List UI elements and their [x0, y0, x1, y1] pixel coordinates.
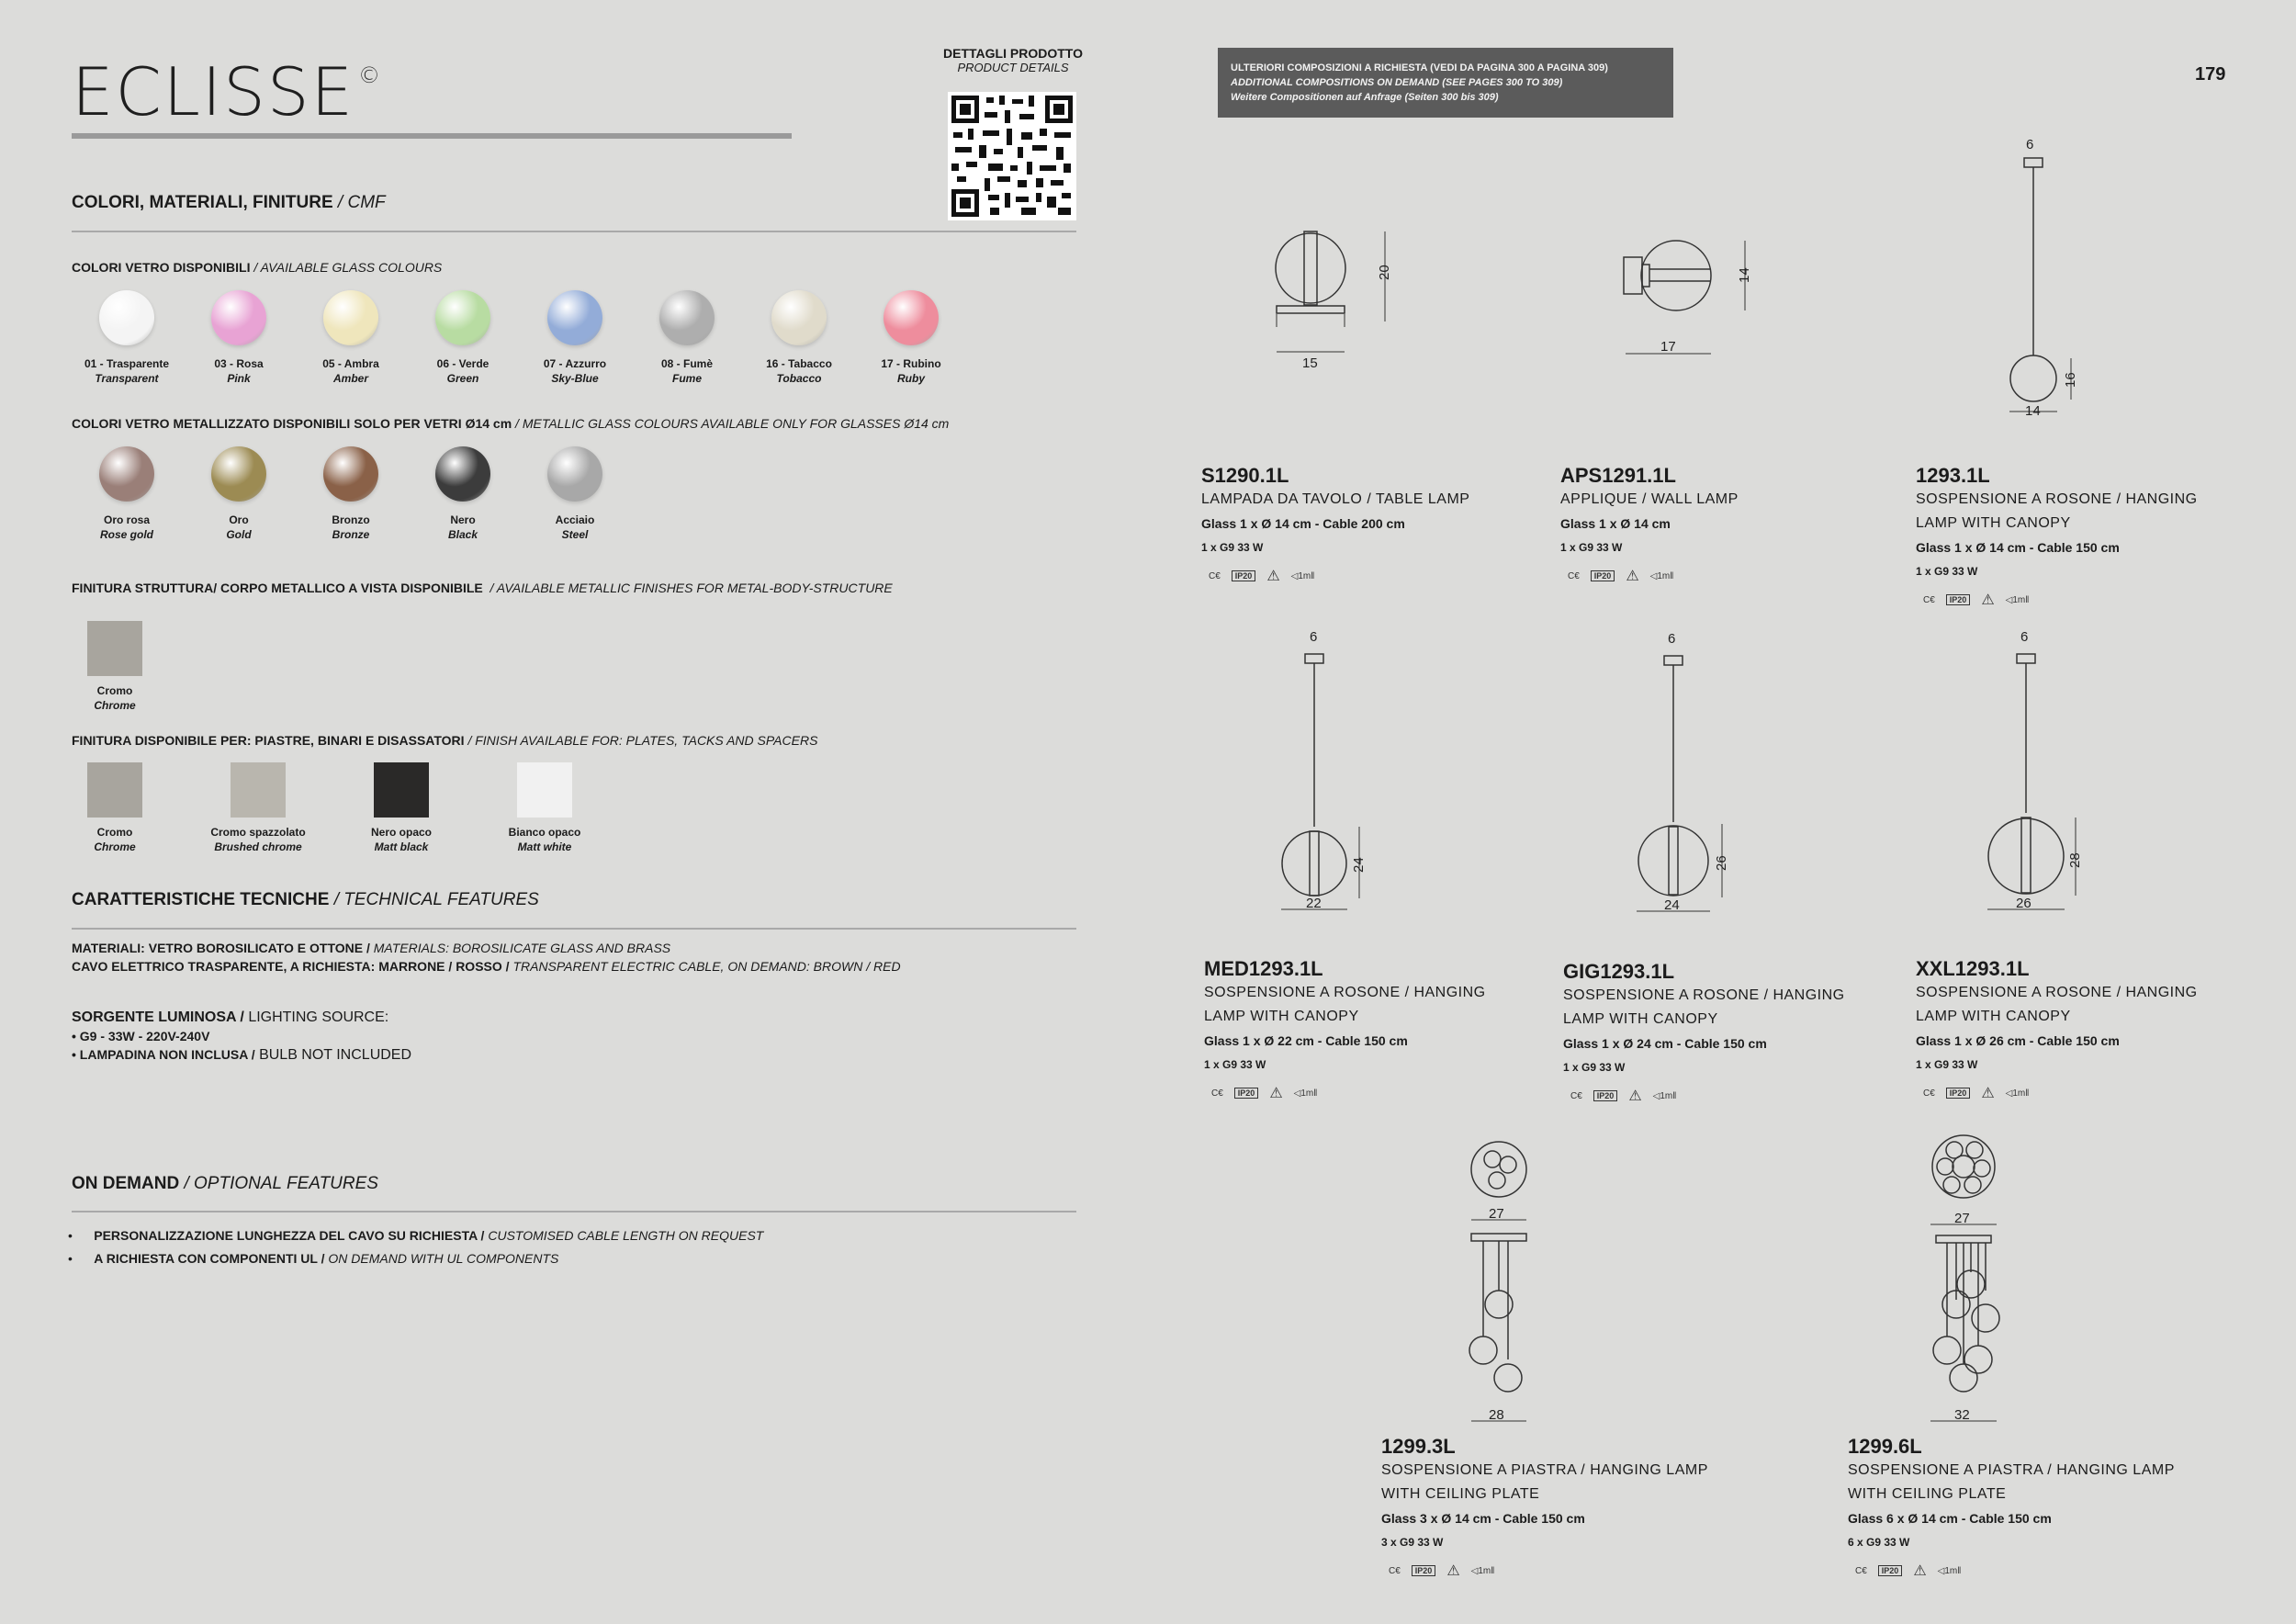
plates-heading: FINITURA DISPONIBILE PER: PIASTRE, BINARI E DISASSATORI / FINISH AVAILABLE FOR: PLATES, TACKS AND SPACERS: [72, 733, 818, 748]
product-code: GIG1293.1L: [1563, 960, 1675, 983]
product-1299-3: [1381, 1435, 1708, 1580]
ip20-icon: IP20: [1234, 1088, 1259, 1099]
certification-icons: [1855, 1562, 2175, 1580]
product-type: SOSPENSIONE A ROSONE / HANGING: [1916, 491, 2198, 507]
metal-glass-list: [72, 446, 630, 543]
certification-icons: [1211, 1084, 1486, 1102]
finish-swatch: [490, 762, 600, 855]
cmf-rule: [72, 231, 1076, 232]
swatch-label-en: Sky-Blue: [551, 372, 599, 385]
ip20-icon: IP20: [1946, 1088, 1971, 1099]
swatch-label: Oro rosa: [103, 513, 150, 526]
dim-label: 24: [1664, 897, 1680, 913]
ce-mark-icon: C€: [1568, 570, 1580, 581]
dim-label: 14: [2025, 403, 2041, 419]
glass-sphere: [99, 446, 154, 502]
ce-mark-icon: C€: [1211, 1088, 1223, 1099]
finish-swatch: [60, 621, 170, 714]
product-code: 1299.3L: [1381, 1435, 1456, 1458]
finish-square: [87, 762, 142, 818]
colour-swatch: [296, 290, 406, 387]
product-spec: Glass 3 x Ø 14 cm - Cable 150 cm: [1381, 1511, 1585, 1526]
swatch-label: Oro: [229, 513, 249, 526]
product-bulb: 1 x G9 33 W: [1201, 541, 1264, 554]
dim-label: 26: [1714, 855, 1729, 871]
distance-icon: ◁1m‖: [1652, 1090, 1677, 1101]
swatch-label-en: Transparent: [95, 372, 159, 385]
dim-label: 27: [1489, 1206, 1504, 1222]
product-type: SOSPENSIONE A PIASTRA / HANGING LAMP: [1381, 1462, 1708, 1478]
colour-swatch: [520, 290, 630, 387]
product-code: MED1293.1L: [1204, 957, 1323, 980]
glass-sphere: [323, 446, 378, 502]
product-spec: Glass 6 x Ø 14 cm - Cable 150 cm: [1848, 1511, 2052, 1526]
pendant-gig-drawing: [1637, 656, 1722, 911]
swatch-label-en: Green: [446, 372, 479, 385]
finish-square: [517, 762, 572, 818]
product-type: LAMPADA DA TAVOLO / TABLE LAMP: [1201, 491, 1470, 507]
product-xxl1293: [1916, 957, 2198, 1102]
swatch-label-en: Bronze: [332, 528, 370, 541]
warning-icon: ⚠: [1981, 1086, 1995, 1101]
structure-heading: FINITURA STRUTTURA/ CORPO METALLICO A VISTA DISPONIBILE / AVAILABLE METALLIC FINISHES FOR METAL-BODY-STRUCTURE: [72, 581, 893, 595]
glass-colours-heading: COLORI VETRO DISPONIBILI / AVAILABLE GLASS COLOURS: [72, 260, 443, 275]
pendant-xxl-drawing: [1987, 654, 2076, 909]
certification-icons: [1923, 591, 2198, 609]
swatch-label-en: Chrome: [94, 840, 136, 853]
glass-sphere: [547, 446, 602, 502]
wall-lamp-drawing: [1624, 241, 1745, 354]
swatch-label-en: Rose gold: [99, 528, 153, 541]
product-type: SOSPENSIONE A ROSONE / HANGING: [1204, 985, 1486, 1000]
ce-mark-icon: C€: [1923, 594, 1935, 605]
dim-label: 22: [1306, 896, 1322, 911]
finish-swatch: [346, 762, 456, 855]
glass-sphere: [435, 290, 490, 345]
compositions-banner: ULTERIORI COMPOSIZIONI A RICHIESTA (VEDI DA PAGINA 300 A PAGINA 309) ADDITIONAL COMPOSITIONS ON DEMAND (SEE PAGES 300 TO 309) Weitere Compositionen auf Anfrage (Seiten 300 bis 309): [1218, 48, 1673, 118]
warning-icon: ⚠: [1626, 569, 1639, 584]
product-s1290: [1201, 464, 1469, 585]
swatch-label: Cromo spazzolato: [210, 826, 306, 839]
plates-finish-list: [60, 762, 600, 855]
swatch-label: Cromo: [96, 684, 133, 697]
product-details: DETTAGLI PRODOTTO PRODUCT DETAILS: [943, 46, 1083, 74]
swatch-label-en: Brushed chrome: [214, 840, 302, 853]
product-type-2: LAMP WITH CANOPY: [1916, 515, 2071, 531]
product-code: 1299.6L: [1848, 1435, 1922, 1458]
distance-icon: ◁1m‖: [2005, 594, 2030, 605]
glass-sphere: [211, 446, 266, 502]
swatch-label: 03 - Rosa: [214, 357, 264, 370]
product-type-2: LAMP WITH CANOPY: [1563, 1011, 1718, 1027]
tech-heading: CARATTERISTICHE TECNICHE / TECHNICAL FEATURES: [72, 890, 539, 909]
list-item: • A RICHIESTA CON COMPONENTI UL / ON DEMAND WITH UL COMPONENTS: [68, 1251, 559, 1266]
product-spec: Glass 1 x Ø 22 cm - Cable 150 cm: [1204, 1033, 1408, 1048]
glass-sphere: [659, 290, 715, 345]
certification-icons: [1570, 1087, 1845, 1105]
product-bulb: 6 x G9 33 W: [1848, 1536, 1910, 1549]
product-code: 1293.1L: [1916, 464, 1990, 487]
swatch-label: Bronzo: [332, 513, 370, 526]
swatch-label: 16 - Tabacco: [766, 357, 832, 370]
product-spec: Glass 1 x Ø 14 cm: [1560, 516, 1671, 531]
pendant-1293-drawing: [2009, 158, 2071, 412]
finish-square: [374, 762, 429, 818]
swatch-label-en: Gold: [226, 528, 252, 541]
dim-label: 24: [1351, 857, 1367, 873]
product-type: APPLIQUE / WALL LAMP: [1560, 491, 1739, 507]
swatch-label-en: Matt black: [374, 840, 429, 853]
swatch-label: Cromo: [96, 826, 133, 839]
dim-label: 15: [1302, 355, 1318, 371]
glass-sphere: [771, 290, 827, 345]
dim-label: 27: [1954, 1211, 1970, 1226]
dim-label: 6: [1668, 631, 1676, 647]
structure-finish-list: [60, 621, 170, 714]
colour-swatch: [744, 290, 854, 387]
pendant-med-drawing: [1281, 654, 1359, 909]
pendant-1299-6-drawing: [1930, 1135, 1999, 1421]
brand-title: ECLISSE ©: [72, 53, 383, 130]
certification-icons: [1389, 1562, 1708, 1580]
warning-icon: ⚠: [1266, 569, 1280, 584]
swatch-label: Nero: [450, 513, 476, 526]
distance-icon: ◁1m‖: [1293, 1088, 1318, 1099]
product-bulb: 1 x G9 33 W: [1563, 1061, 1626, 1074]
swatch-label-en: Matt white: [517, 840, 572, 853]
colour-swatch: [408, 446, 518, 543]
distance-icon: ◁1m‖: [1649, 570, 1674, 581]
ce-mark-icon: C€: [1209, 570, 1221, 581]
dim-label: 28: [1489, 1407, 1504, 1423]
product-type-2: WITH CEILING PLATE: [1381, 1486, 1540, 1502]
swatch-label: 07 - Azzurro: [543, 357, 607, 370]
colour-swatch: [632, 290, 742, 387]
swatch-label: 01 - Trasparente: [84, 357, 170, 370]
glass-sphere: [211, 290, 266, 345]
product-bulb: 1 x G9 33 W: [1916, 565, 1978, 578]
dim-label: 17: [1660, 339, 1676, 355]
product-1293: [1916, 464, 2198, 609]
swatch-label: 06 - Verde: [436, 357, 490, 370]
page-number: 179: [2195, 64, 2226, 85]
distance-icon: ◁1m‖: [1290, 570, 1315, 581]
product-type: SOSPENSIONE A ROSONE / HANGING: [1563, 987, 1845, 1003]
product-type-2: LAMP WITH CANOPY: [1916, 1009, 2071, 1024]
product-type-2: WITH CEILING PLATE: [1848, 1486, 2007, 1502]
warning-icon: ⚠: [1446, 1563, 1460, 1579]
table-lamp-drawing: [1276, 231, 1385, 352]
product-bulb: 1 x G9 33 W: [1916, 1058, 1978, 1071]
product-code: APS1291.1L: [1560, 464, 1676, 487]
glass-sphere: [323, 290, 378, 345]
colour-swatch: [408, 290, 518, 387]
product-aps1291: [1560, 464, 1739, 585]
colour-swatch: [856, 290, 966, 387]
dim-label: 16: [2063, 372, 2078, 388]
metal-glass-heading: COLORI VETRO METALLIZZATO DISPONIBILI SOLO PER VETRI Ø14 cm / METALLIC GLASS COLOURS AVAILABLE ONLY FOR GLASSES Ø14 cm: [72, 416, 950, 431]
swatch-label-en: Tobacco: [776, 372, 822, 385]
finish-square: [231, 762, 286, 818]
product-type: SOSPENSIONE A PIASTRA / HANGING LAMP: [1848, 1462, 2175, 1478]
product-spec: Glass 1 x Ø 14 cm - Cable 200 cm: [1201, 516, 1405, 531]
ip20-icon: IP20: [1593, 1090, 1618, 1101]
distance-icon: ◁1m‖: [2005, 1088, 2030, 1099]
swatch-label: Bianco opaco: [508, 826, 581, 839]
glass-sphere: [884, 290, 939, 345]
swatch-label-en: Chrome: [94, 699, 136, 712]
swatch-label-en: Amber: [332, 372, 368, 385]
finish-square: [87, 621, 142, 676]
finish-swatch: [60, 762, 170, 855]
product-gig1293: [1563, 960, 1845, 1105]
swatch-label: 17 - Rubino: [881, 357, 941, 370]
product-spec: Glass 1 x Ø 24 cm - Cable 150 cm: [1563, 1036, 1767, 1051]
dim-label: 32: [1954, 1407, 1970, 1423]
finish-swatch: [203, 762, 313, 855]
colour-swatch: [520, 446, 630, 543]
ip20-icon: IP20: [1878, 1565, 1903, 1576]
certification-icons: [1923, 1084, 2198, 1102]
ondemand-rule: [72, 1211, 1076, 1212]
qr-code[interactable]: [948, 92, 1076, 220]
dim-label: 6: [2020, 629, 2029, 645]
dim-label: 6: [2026, 137, 2034, 152]
brand-rule: [72, 133, 792, 139]
ip20-icon: IP20: [1946, 594, 1971, 605]
product-bulb: 3 x G9 33 W: [1381, 1536, 1444, 1549]
ce-mark-icon: C€: [1389, 1565, 1401, 1576]
tech-rule: [72, 928, 1076, 930]
certification-icons: [1209, 567, 1469, 585]
dim-label: 26: [2016, 896, 2032, 911]
ondemand-list: [68, 1224, 763, 1270]
colour-swatch: [184, 290, 294, 387]
ondemand-heading: ON DEMAND / OPTIONAL FEATURES: [72, 1174, 378, 1193]
list-item: • PERSONALIZZAZIONE LUNGHEZZA DEL CAVO SU RICHIESTA / CUSTOMISED CABLE LENGTH ON REQUEST: [68, 1228, 764, 1243]
colour-swatch: [296, 446, 406, 543]
tech-materials: MATERIALI: VETRO BOROSILICATO E OTTONE / MATERIALS: BOROSILICATE GLASS AND BRASS CAVO ELETTRICO TRASPARENTE, A RICHIESTA: MARRONE / ROSSO / TRANSPARENT ELECTRIC CABLE, ON DEMAND: BROWN / RED: [72, 941, 901, 974]
product-spec: Glass 1 x Ø 26 cm - Cable 150 cm: [1916, 1033, 2120, 1048]
dim-label: 20: [1377, 265, 1392, 280]
product-bulb: 1 x G9 33 W: [1560, 541, 1623, 554]
ce-mark-icon: C€: [1855, 1565, 1867, 1576]
dim-label: 14: [1737, 267, 1752, 283]
ip20-icon: IP20: [1412, 1565, 1436, 1576]
colour-swatch: [72, 446, 182, 543]
technical-drawings: [1185, 129, 2287, 1433]
swatch-label-en: Black: [447, 528, 478, 541]
warning-icon: ⚠: [1628, 1088, 1642, 1104]
product-type: SOSPENSIONE A ROSONE / HANGING: [1916, 985, 2198, 1000]
product-bulb: 1 x G9 33 W: [1204, 1058, 1266, 1071]
ip20-icon: IP20: [1232, 570, 1256, 581]
distance-icon: ◁1m‖: [1937, 1565, 1962, 1576]
swatch-label-en: Pink: [227, 372, 251, 385]
swatch-label-en: Steel: [561, 528, 589, 541]
warning-icon: ⚠: [1269, 1086, 1283, 1101]
glass-sphere: [547, 290, 602, 345]
product-type-2: LAMP WITH CANOPY: [1204, 1009, 1359, 1024]
dim-label: 28: [2067, 852, 2083, 868]
colour-swatch: [184, 446, 294, 543]
tech-lighting-source: SORGENTE LUMINOSA / LIGHTING SOURCE: • G9 - 33W - 220V-240V • LAMPADINA NON INCLUSA / BULB NOT INCLUDED: [72, 1009, 412, 1063]
product-spec: Glass 1 x Ø 14 cm - Cable 150 cm: [1916, 540, 2120, 555]
cmf-heading: COLORI, MATERIALI, FINITURE / CMF: [72, 193, 386, 212]
glass-colours-list: [72, 290, 966, 387]
product-med1293: [1204, 957, 1486, 1102]
swatch-label: 08 - Fumè: [660, 357, 713, 370]
product-code: XXL1293.1L: [1916, 957, 2030, 980]
glass-sphere: [435, 446, 490, 502]
swatch-label: 05 - Ambra: [322, 357, 379, 370]
ip20-icon: IP20: [1591, 570, 1615, 581]
swatch-label-en: Ruby: [897, 372, 925, 385]
pendant-1299-3-drawing: [1469, 1142, 1526, 1421]
warning-icon: ⚠: [1981, 592, 1995, 608]
certification-icons: [1568, 567, 1739, 585]
dim-label: 6: [1310, 629, 1318, 645]
product-1299-6: [1848, 1435, 2175, 1580]
swatch-label: Nero opaco: [370, 826, 432, 839]
distance-icon: ◁1m‖: [1470, 1565, 1495, 1576]
colour-swatch: [72, 290, 182, 387]
ce-mark-icon: C€: [1923, 1088, 1935, 1099]
product-code: S1290.1L: [1201, 464, 1289, 487]
glass-sphere: [99, 290, 154, 345]
swatch-label: Acciaio: [555, 513, 595, 526]
warning-icon: ⚠: [1913, 1563, 1927, 1579]
swatch-label-en: Fume: [671, 372, 702, 385]
ce-mark-icon: C€: [1570, 1090, 1582, 1101]
